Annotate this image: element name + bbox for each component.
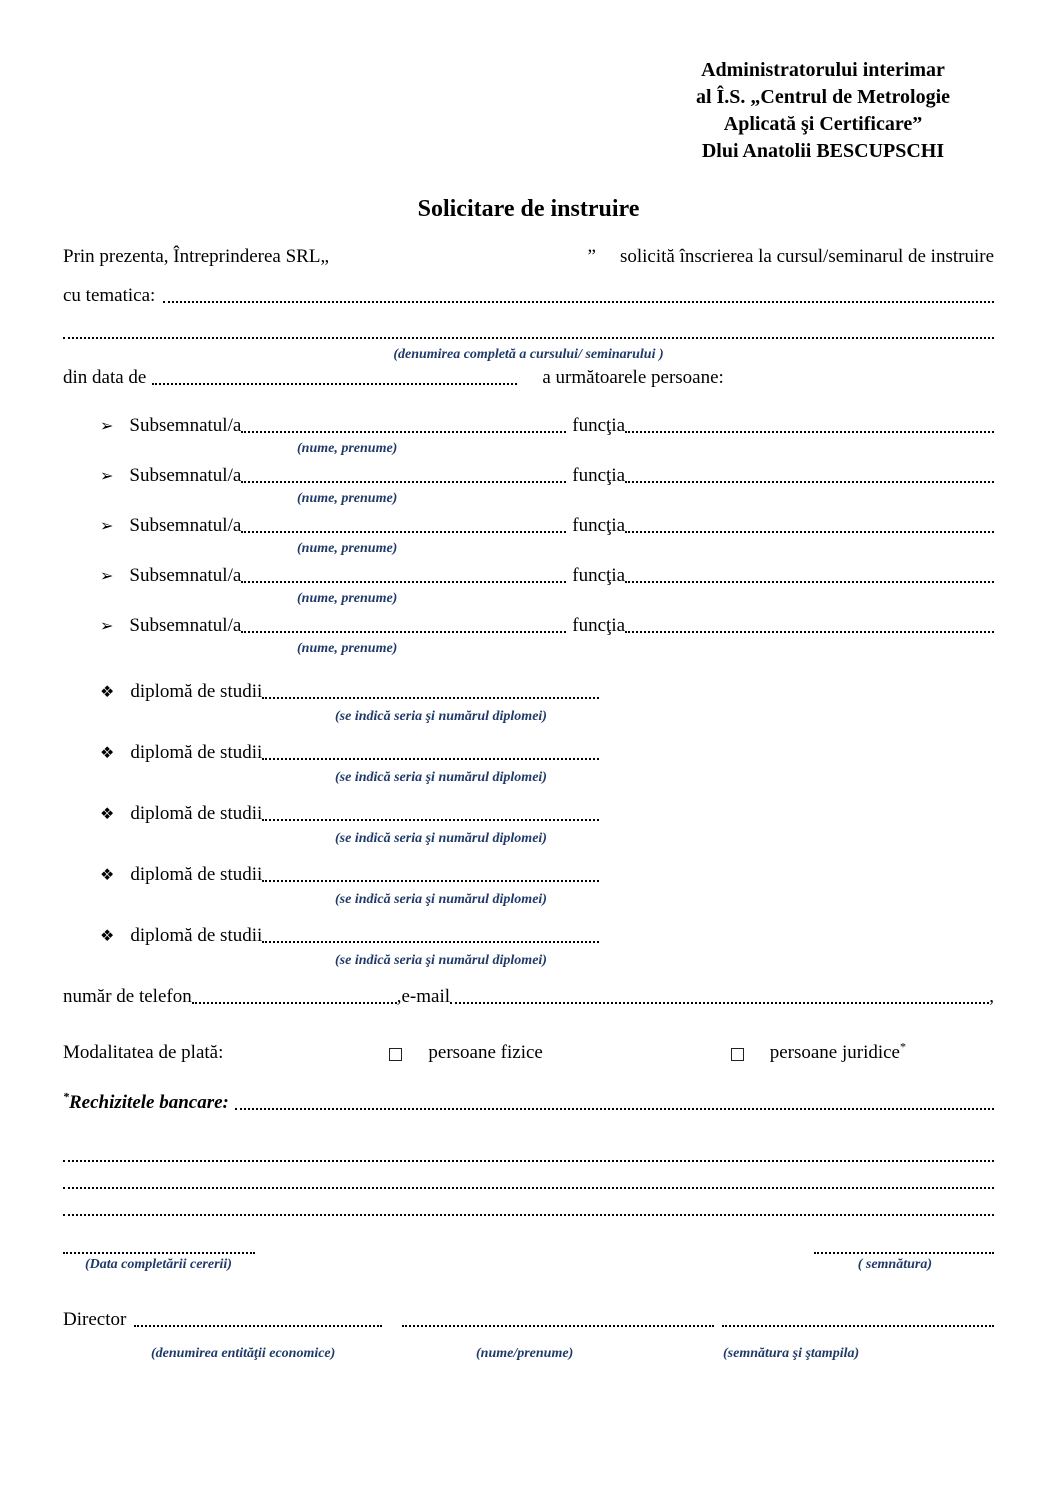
diploma-caption: (se indică seria şi numărul diplomei) — [335, 892, 547, 907]
company-name-blank[interactable] — [329, 245, 588, 269]
date-field[interactable] — [152, 366, 517, 385]
spacer — [599, 863, 994, 887]
function-field[interactable] — [625, 614, 994, 633]
person-row — [63, 514, 994, 538]
function-field[interactable] — [625, 514, 994, 533]
diploma-field[interactable] — [262, 680, 599, 699]
diploma-caption: (se indică seria şi numărul diplomei) — [335, 709, 547, 724]
person-entry — [63, 514, 994, 558]
course-name-line — [63, 322, 994, 344]
tematica-label: cu tematica: — [63, 285, 156, 306]
diamond-bullet-icon: ❖ — [100, 804, 115, 823]
diploma-field[interactable] — [262, 741, 599, 760]
person-row — [63, 414, 994, 438]
persons-section — [63, 414, 994, 658]
intro-line — [63, 245, 994, 269]
addressee-block — [670, 57, 976, 165]
diploma-label: diplomă de studii — [130, 803, 263, 824]
bank-details-field[interactable] — [235, 1091, 994, 1110]
arrow-bullet-icon: ➢ — [100, 416, 114, 435]
diamond-bullet-icon: ❖ — [100, 743, 115, 762]
director-name-field[interactable] — [402, 1308, 714, 1327]
director-label: Director — [63, 1309, 127, 1330]
bank-extra-line — [63, 1174, 994, 1194]
payment-line — [63, 1041, 994, 1065]
diploma-row — [63, 680, 994, 704]
function-label: funcţia — [572, 515, 626, 536]
diploma-row — [63, 924, 994, 948]
phone-label: număr de telefon — [63, 986, 192, 1007]
person-row — [63, 464, 994, 488]
course-name-field[interactable] — [63, 322, 994, 339]
person-entry — [63, 614, 994, 658]
function-field[interactable] — [625, 464, 994, 483]
person-name-field[interactable] — [241, 414, 566, 433]
spacer — [599, 741, 994, 765]
function-label: funcţia — [572, 415, 626, 436]
trailing-comma: , — [989, 986, 994, 1007]
closing-quote: ” — [587, 246, 596, 267]
spacer — [255, 1239, 814, 1259]
bank-extra-field[interactable] — [63, 1147, 994, 1162]
diploma-row — [63, 741, 994, 765]
persoane-fizice-checkbox[interactable] — [389, 1048, 402, 1061]
tematica-line — [63, 284, 994, 308]
diploma-label: diplomă de studii — [130, 864, 263, 885]
diamond-bullet-icon: ❖ — [100, 865, 115, 884]
person-label: Subsemnatul/a — [129, 515, 242, 536]
diamond-bullet-icon: ❖ — [100, 926, 115, 945]
spacer — [599, 802, 994, 826]
person-entry — [63, 564, 994, 608]
diploma-entry — [63, 680, 994, 726]
person-name-field[interactable] — [241, 614, 566, 633]
director-captions — [63, 1344, 994, 1364]
contact-line — [63, 985, 994, 1009]
tematica-field[interactable] — [163, 284, 994, 303]
intro-text-start: Prin prezenta, Întreprinderea SRL„ — [63, 246, 329, 267]
signature-caption: ( semnătura) — [857, 1257, 932, 1272]
document-title: Solicitare de instruire — [417, 196, 640, 222]
function-label: funcţia — [572, 565, 626, 586]
arrow-bullet-icon: ➢ — [100, 466, 114, 485]
person-label: Subsemnatul/a — [129, 615, 242, 636]
diploma-entry — [63, 802, 994, 848]
person-row — [63, 564, 994, 588]
fill-date-field[interactable] — [63, 1239, 255, 1254]
person-caption: (nume, prenume) — [297, 591, 398, 606]
director-signature-caption: (semnătura şi ştampila) — [723, 1346, 860, 1361]
arrow-bullet-icon: ➢ — [100, 566, 114, 585]
footnote-asterisk: * — [900, 1039, 906, 1054]
payment-label: Modalitatea de plată: — [63, 1042, 224, 1063]
persoane-fizice-label: persoane fizice — [428, 1042, 543, 1063]
addressee-line-4: Dlui Anatolii BESCUPSCHI — [701, 140, 945, 162]
persons-intro-label: a următoarele persoane: — [542, 367, 724, 388]
footnote-asterisk: * — [63, 1089, 69, 1104]
fill-date-caption: (Data completării cererii) — [85, 1257, 232, 1272]
person-label: Subsemnatul/a — [129, 465, 242, 486]
addressee-line-1: Administratorului interimar — [701, 59, 945, 81]
person-name-field[interactable] — [241, 464, 566, 483]
arrow-bullet-icon: ➢ — [100, 616, 114, 635]
diploma-label: diplomă de studii — [130, 925, 263, 946]
director-name-caption: (nume/prenume) — [476, 1346, 574, 1361]
addressee-line-3: Aplicată şi Certificare” — [723, 113, 923, 135]
diploma-label: diplomă de studii — [130, 742, 263, 763]
bank-extra-line — [63, 1201, 994, 1221]
email-field[interactable] — [450, 985, 989, 1004]
bank-details-line — [63, 1091, 994, 1115]
function-label: funcţia — [572, 465, 626, 486]
person-caption: (nume, prenume) — [297, 441, 398, 456]
email-label: ,e-mail — [396, 986, 451, 1007]
phone-field[interactable] — [192, 985, 397, 1004]
date-label: din data de — [63, 367, 147, 388]
person-entry — [63, 414, 994, 458]
addressee-line-2: al Î.S. „Centrul de Metrologie — [695, 86, 951, 108]
diploma-row — [63, 863, 994, 887]
director-entity-caption: (denumirea entităţii economice) — [151, 1346, 336, 1361]
bank-extra-field[interactable] — [63, 1201, 994, 1216]
function-field[interactable] — [625, 564, 994, 583]
person-entry — [63, 464, 994, 508]
diploma-caption: (se indică seria şi numărul diplomei) — [335, 770, 547, 785]
director-entity-field[interactable] — [134, 1308, 382, 1327]
date-line — [63, 366, 994, 390]
diploma-field[interactable] — [262, 863, 599, 882]
bank-extra-field[interactable] — [63, 1174, 994, 1189]
diploma-label: diplomă de studii — [130, 681, 263, 702]
persoane-juridice-checkbox[interactable] — [731, 1048, 744, 1061]
person-name-field[interactable] — [241, 564, 566, 583]
diploma-caption: (se indică seria şi numărul diplomei) — [335, 953, 547, 968]
diploma-entry — [63, 863, 994, 909]
course-caption: (denumirea completă a cursului/ seminarului ) — [393, 347, 664, 362]
spacer — [599, 680, 994, 704]
person-name-field[interactable] — [241, 514, 566, 533]
diploma-row — [63, 802, 994, 826]
bank-extra-line — [63, 1147, 994, 1167]
diploma-field[interactable] — [262, 802, 599, 821]
persoane-juridice-label — [770, 1041, 906, 1065]
diploma-caption: (se indică seria şi numărul diplomei) — [335, 831, 547, 846]
intro-text-end: solicită înscrierea la cursul/seminarul de instruire — [619, 246, 994, 267]
diamond-bullet-icon: ❖ — [100, 682, 115, 701]
bank-details-label — [63, 1091, 229, 1115]
person-caption: (nume, prenume) — [297, 491, 398, 506]
director-line — [63, 1308, 994, 1332]
person-label: Subsemnatul/a — [129, 415, 242, 436]
diplomas-section — [63, 680, 994, 970]
bank-details-text: Rechizitele bancare: — [69, 1092, 229, 1113]
persoane-juridice-text: persoane juridice — [769, 1042, 900, 1063]
person-caption: (nume, prenume) — [297, 641, 398, 656]
signature-field[interactable] — [814, 1239, 994, 1254]
arrow-bullet-icon: ➢ — [100, 516, 114, 535]
person-caption: (nume, prenume) — [297, 541, 398, 556]
diploma-field[interactable] — [262, 924, 599, 943]
director-signature-field[interactable] — [722, 1308, 994, 1327]
function-label: funcţia — [572, 615, 626, 636]
spacer — [599, 924, 994, 948]
diploma-entry — [63, 924, 994, 970]
person-row — [63, 614, 994, 638]
person-label: Subsemnatul/a — [129, 565, 242, 586]
spacer — [724, 366, 994, 390]
diploma-entry — [63, 741, 994, 787]
function-field[interactable] — [625, 414, 994, 433]
